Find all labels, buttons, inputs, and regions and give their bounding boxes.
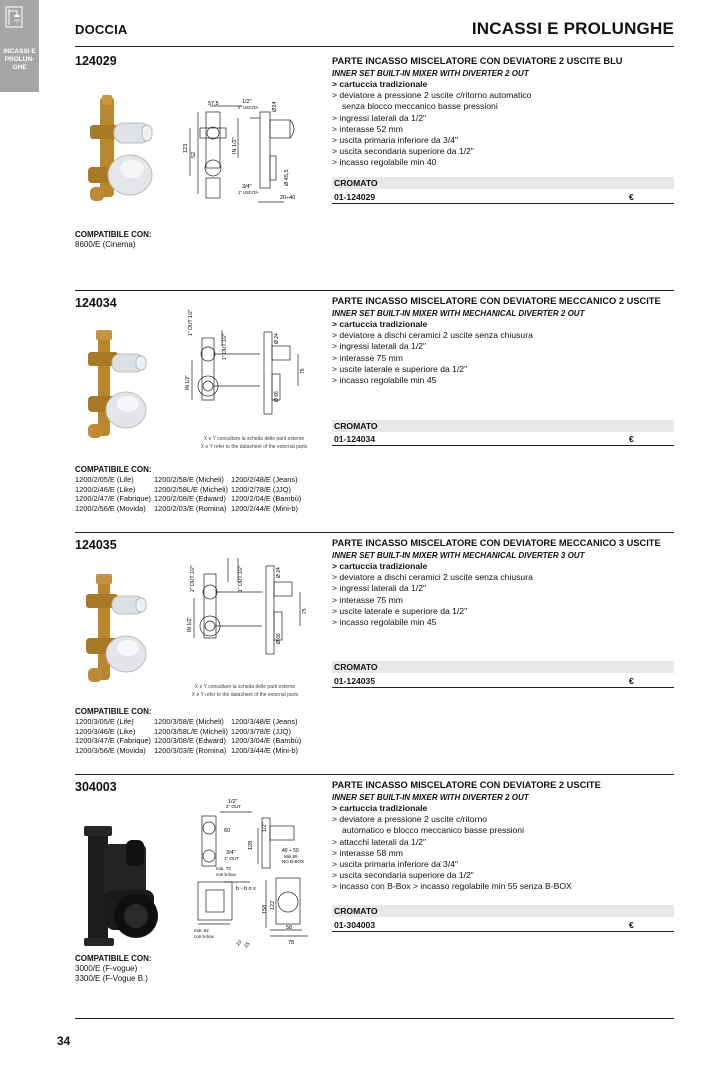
product-description <box>332 296 674 386</box>
compatibility <box>75 707 304 755</box>
compat-cell: 1200/3/03/E (Romina) <box>154 745 227 755</box>
compat-cell: 1200/3/58L/E (Micheli) <box>154 726 228 736</box>
feature-item: > deviatore a pressione 2 uscite c/ritorno automatico <box>332 90 532 101</box>
disclaimer-note <box>174 435 334 451</box>
dim-label: 58 <box>286 925 293 931</box>
product-photo <box>82 574 162 686</box>
product-code: 304003 <box>75 780 117 794</box>
header-divider <box>75 46 674 47</box>
dim-label: 1" OUT 1/2" <box>188 309 194 336</box>
feature-item: > deviatore a dischi ceramici 2 uscite senza chiusura <box>332 572 533 583</box>
disclaimer-note <box>165 683 325 699</box>
dim-label: 40 ÷ 50 <box>282 848 299 854</box>
product-subtitle: INNER SET BUILT-IN MIXER WITH MECHANICAL DIVERTER 2 OUT <box>332 309 585 318</box>
finish-header: CROMATO <box>332 661 674 673</box>
technical-drawing <box>180 309 310 421</box>
compat-cell: 1200/3/78/E (JJQ) <box>230 726 291 736</box>
side-tab[interactable] <box>0 0 39 92</box>
dim-label: con b-box <box>194 934 214 939</box>
product-photo <box>82 95 162 205</box>
dim-label: 158 <box>262 904 268 914</box>
feature-item: automatico e blocco meccanico basse pressioni <box>342 825 524 836</box>
feature-item: > interasse 75 mm <box>332 352 403 363</box>
dim-label: 2" OUT 1/2" <box>190 565 196 592</box>
product-title: PARTE INCASSO MISCELATORE CON DEVIATORE 2 USCITE <box>332 780 601 790</box>
disclaimer-it: X e Y consultare la scheda delle parti esterne <box>194 684 296 690</box>
feature-item: > incasso con B-Box > incasso regolabile min 55 senza B-BOX <box>332 881 572 892</box>
compat-title: COMPATIBILE CON: <box>75 230 152 239</box>
page-number: 34 <box>57 1034 71 1048</box>
sku-row[interactable] <box>332 919 674 932</box>
dim-label: IN 1/2" <box>232 137 238 154</box>
side-tab-label-line: PROLUN- <box>4 56 35 63</box>
feature-item: > uscite laterale e superiore da 1/2" <box>332 363 468 374</box>
product-code: 124035 <box>75 538 117 552</box>
dim-label: 2" USCITA <box>238 105 259 110</box>
feature-item: > incasso regolabile min 40 <box>332 157 437 168</box>
feature-item: > uscita secondaria superiore da 1/2" <box>332 146 474 157</box>
feature-item: > ingressi laterali da 1/2" <box>332 583 427 594</box>
product-subtitle: INNER SET BUILT-IN MIXER WITH MECHANICAL DIVERTER 3 OUT <box>332 551 585 560</box>
product-photo <box>84 826 168 948</box>
section-divider <box>75 774 674 775</box>
compat-title: COMPATIBILE CON: <box>75 465 152 474</box>
product-title: PARTE INCASSO MISCELATORE CON DEVIATORE MECCANICO 3 USCITE <box>332 538 661 548</box>
dim-label: con b-box <box>216 872 236 877</box>
disclaimer-it: X e Y consultare la scheda delle parti esterne <box>203 436 305 442</box>
side-tab-label-line: GHE <box>12 64 27 71</box>
compatibility <box>75 465 304 513</box>
dim-label: min. 62 <box>194 928 209 933</box>
dim-label: b - b o x <box>236 886 256 892</box>
dim-label: 123 <box>183 143 189 153</box>
sku-code: 01-124029 <box>334 192 376 202</box>
disclaimer-en: X e Y refer to the datasheet of the external parts <box>200 444 308 450</box>
shower-icon <box>5 6 23 28</box>
dim-label: 3/4" <box>242 184 252 190</box>
sku-row[interactable] <box>332 675 674 688</box>
table-row <box>75 727 304 737</box>
dim-label: 122 <box>270 900 276 910</box>
compat-cell: 1200/2/08/E (Edward) <box>154 494 226 504</box>
sku-code: 01-304003 <box>334 920 376 930</box>
feature-item: senza blocco meccanico basse pressioni <box>342 101 498 112</box>
dim-label: 1/2" <box>228 799 238 805</box>
product-description <box>332 538 674 628</box>
product-title: PARTE INCASSO MISCELATORE CON DEVIATORE MECCANICO 2 USCITE <box>332 296 661 306</box>
dim-label: 1" OUT 1/2" <box>238 565 244 592</box>
sku-row[interactable] <box>332 191 674 204</box>
feature-item: > deviatore a dischi ceramici 2 uscite senza chiusura <box>332 330 533 341</box>
disclaimer-en: X e Y refer to the datasheet of the external parts <box>191 692 299 698</box>
compat-cell: 1200/2/58L/E (Micheli) <box>154 484 228 494</box>
compat-cell: 1200/2/47/E (Fabrique) <box>75 494 152 504</box>
compat-cell: 1200/2/46/E (Like) <box>75 484 136 494</box>
compat-cell: 1200/3/46/E (Like) <box>75 726 136 736</box>
compat-item: 3000/E (F-vogue) <box>75 964 138 973</box>
sku-code: 01-124035 <box>334 676 376 686</box>
feature-item: > uscita primaria inferiore da 3/4" <box>332 135 459 146</box>
dim-label: 128 <box>248 840 254 850</box>
feature-item: > cartuccia tradizionale <box>332 319 428 329</box>
technical-drawing <box>180 552 310 667</box>
price-euro: € <box>629 192 634 202</box>
finish-header: CROMATO <box>332 905 674 917</box>
compat-cell: 1200/3/48/E (Jeans) <box>230 717 298 726</box>
feature-item: > uscite laterale e superiore da 1/2" <box>332 605 468 616</box>
dim-label: 1/2" <box>242 99 252 105</box>
feature-item: > uscita primaria inferiore da 3/4" <box>332 859 459 870</box>
dim-label: 1/2" <box>262 822 268 832</box>
dim-label: Ø 66 <box>276 633 282 644</box>
finish-header: CROMATO <box>332 420 674 432</box>
compat-cell: 1200/2/04/E (Bambù) <box>230 494 302 504</box>
dim-label: 78 <box>288 940 295 946</box>
dim-label: NO B-BOX <box>282 859 305 864</box>
feature-item: > attacchi laterali da 1/2" <box>332 836 427 847</box>
dim-label: 15 <box>243 941 252 950</box>
table-row <box>75 736 304 746</box>
section-divider <box>75 532 674 533</box>
product-description <box>332 56 674 169</box>
dim-label: Ø24 <box>272 101 278 112</box>
dim-label: Ø 66 <box>274 391 280 402</box>
footer-divider <box>75 1018 674 1019</box>
table-row <box>75 504 304 514</box>
compat-item: 3300/E (F-Vogue B.) <box>75 974 148 983</box>
product-subtitle: INNER SET BUILT-IN MIXER WITH DIVERTER 2 OUT <box>332 793 529 802</box>
dim-label: 57,5 <box>208 101 219 107</box>
feature-item: > cartuccia tradizionale <box>332 803 428 813</box>
finish-header: CROMATO <box>332 177 674 189</box>
feature-item: > incasso regolabile min 45 <box>332 617 437 628</box>
dim-label: 10 <box>235 939 244 948</box>
feature-item: > deviatore a pressione 2 uscite c/ritorno <box>332 814 488 825</box>
compat-table <box>75 717 304 755</box>
feature-item: > incasso regolabile min 45 <box>332 375 437 386</box>
feature-item: > ingressi laterali da 1/2" <box>332 341 427 352</box>
dim-label: 2" OUT <box>226 804 241 809</box>
compat-cell: 1200/3/04/E (Bambù) <box>230 736 302 746</box>
compat-cell: 1200/3/44/E (Mini-b) <box>230 745 298 755</box>
product-subtitle: INNER SET BUILT-IN MIXER WITH DIVERTER 2 OUT <box>332 69 529 78</box>
dim-label: Ø 24 <box>274 333 280 344</box>
compat-cell: 1200/2/56/E (Movida) <box>75 503 146 513</box>
section-divider <box>75 290 674 291</box>
technical-drawing <box>180 98 310 213</box>
sku-row[interactable] <box>332 433 674 446</box>
sku-code: 01-124034 <box>334 434 376 444</box>
table-row <box>75 494 304 504</box>
dim-label: 52 <box>191 151 197 158</box>
compat-title: COMPATIBILE CON: <box>75 707 152 716</box>
feature-item: > cartuccia tradizionale <box>332 561 428 571</box>
price-euro: € <box>629 434 634 444</box>
technical-drawing <box>190 798 320 950</box>
compat-cell: 1200/2/78/E (JJQ) <box>230 484 291 494</box>
dim-label: 1" OUT <box>224 856 239 861</box>
dim-label: Ø 24 <box>276 567 282 578</box>
feature-item: > ingressi laterali da 1/2" <box>332 112 427 123</box>
compat-cell: 1200/2/03/E (Romina) <box>154 503 227 513</box>
table-row <box>75 717 304 727</box>
dim-label: IN 1/2" <box>185 374 191 390</box>
compat-cell: 1200/2/05/E (Life) <box>75 475 134 484</box>
compat-table <box>75 475 304 513</box>
compat-cell: 1200/3/47/E (Fabrique) <box>75 736 152 746</box>
product-code: 124029 <box>75 54 117 68</box>
compat-cell: 1200/3/58/E (Micheli) <box>154 717 224 726</box>
dim-label: min. 72 <box>216 866 231 871</box>
price-euro: € <box>629 920 634 930</box>
price-euro: € <box>629 676 634 686</box>
feature-item: > uscita secondaria superiore da 1/2" <box>332 870 474 881</box>
dim-label: 1" OUT 1/2" <box>222 333 228 360</box>
compat-item: 8600/E (Cinema) <box>75 240 136 249</box>
table-row <box>75 746 304 756</box>
dim-label: 75 <box>302 608 308 614</box>
side-tab-label-line: INCASSI E <box>3 48 36 55</box>
page-title: INCASSI E PROLUNGHE <box>471 19 674 38</box>
feature-item: > cartuccia tradizionale <box>332 79 428 89</box>
dim-label: 75 <box>300 368 306 374</box>
dim-label: Min.55 <box>284 854 298 859</box>
compat-cell: 1200/2/44/E (Mini-b) <box>230 503 298 513</box>
product-code: 124034 <box>75 296 117 310</box>
compat-cell: 1200/2/58/E (Micheli) <box>154 475 224 484</box>
compat-cell: 1200/3/05/E (Life) <box>75 717 134 726</box>
compat-cell: 1200/3/08/E (Edward) <box>154 736 226 746</box>
feature-item: > interasse 75 mm <box>332 594 403 605</box>
feature-item: > interasse 58 mm <box>332 847 403 858</box>
dim-label: 1" USCITA <box>238 190 259 195</box>
compatibility <box>75 230 152 250</box>
side-tab-label <box>0 48 39 72</box>
product-description <box>332 780 674 893</box>
compat-cell: 1200/2/48/E (Jeans) <box>230 475 298 484</box>
product-title: PARTE INCASSO MISCELATORE CON DEVIATORE 2 USCITE BLU <box>332 56 623 66</box>
compat-title: COMPATIBILE CON: <box>75 954 152 963</box>
compatibility <box>75 954 152 984</box>
compat-cell: 1200/3/56/E (Movida) <box>75 745 146 755</box>
product-photo <box>82 330 162 442</box>
dim-label: 20÷40 <box>280 195 296 201</box>
dim-label: Ø 45,5 <box>284 169 290 186</box>
table-row <box>75 485 304 495</box>
section-title: DOCCIA <box>75 22 128 37</box>
dim-label: 60 <box>224 828 231 834</box>
table-row <box>75 475 304 485</box>
dim-label: 3/4" <box>226 850 236 856</box>
dim-label: IN 1/2" <box>187 616 193 632</box>
feature-item: > interasse 52 mm <box>332 123 403 134</box>
